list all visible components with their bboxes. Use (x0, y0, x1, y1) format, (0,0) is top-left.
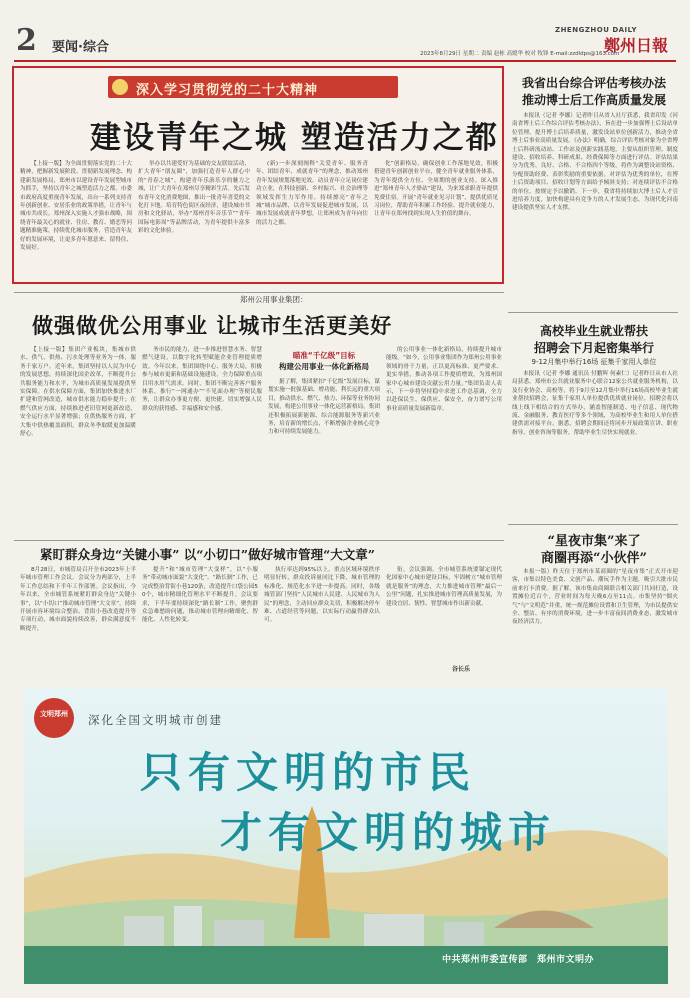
right-mid-subhead: 9-12月集中举行16场 征集千家用人单位 (531, 358, 657, 366)
byline: 谷长乐 (452, 666, 471, 673)
right-mid-headline-2[interactable]: 招聘会下月起密集举行 (533, 341, 654, 355)
divider (14, 540, 504, 541)
right-mid-headline-1[interactable]: 高校毕业生就业帮扶 (539, 324, 648, 338)
middle-subhead: 瞄准“千亿级”目标 (292, 351, 356, 360)
right-mid-body: 本报讯（记者 李娜 通讯员 付鹏辉 何素仁）记者昨日从市人社局获悉，郑州市公共就业服务中心联合12家公共就业服务机构，以及行业协会、高校等，将于9月至12月集中举行16场高校毕业生就业帮扶招聘会，征集千家用人单位提供优质就业岗位。招聘会将以线上线下相结合的方式举办，涵盖智能制造、电子信息、现代物流、金融服务、教育医疗等多个领域，为高校毕业生和用人单位搭建供需对接平台。据悉，招聘会期间还将同步开展政策宣讲、职业指导、创业咨询等服务，帮助毕业生尽快实现就业。 (512, 371, 678, 436)
masthead-english: ZHENGZHOU DAILY (555, 26, 638, 34)
right-top-headline-1[interactable]: 我省出台综合评估考核办法 (521, 76, 666, 90)
ad-building (174, 906, 202, 946)
dateline: 2023年8月29日 星期二 责编 赵栋 高嫒华 校对 牧锋 E-mail:zzdldps@163.com (420, 51, 620, 57)
masthead-logo: 鄭州日報 (604, 36, 669, 55)
feature-headline[interactable]: 建设青年之城 塑造活力之都 (90, 120, 499, 156)
right-bottom-headline-2[interactable]: 商圈再添“小伙伴” (541, 551, 647, 566)
middle-col-a: 【上接一版】集团产业板块，集城市供水、供气、供热、污水处理等业务为一体，服务千家万户。近年来，集团坚持以人民为中心的发展思想，持续深化国企改革，不断提升公共服务能力和水平，为城市高质量发展提供坚实保障。在供水保障方面，集团加快推进水厂扩建和管网改造，城市供水能力稳步提升；在燃气供应方面，持续推进老旧管网更新改造，安全运行水平显著增强；在供热服务方面，扩大集中供热覆盖面积，群众冬季取暖更加温暖舒心。 (20, 347, 136, 438)
page-number: 2 (16, 23, 37, 58)
ad-building (124, 916, 164, 946)
right-bottom-body: 本报一版）昨天位于郑州市某商圈的“星夜市集”正式开市迎客，市集以特色美食、文创产品、潮玩手作为主题，吸引大批市民前来打卡消费。据了解，该市集由商圈联合相关部门共同打造，设置摊位近百个，营业时间为每天晚6点至11点。市集坚持“烟火气”与“文明范”并重，统一规范摊位设置和卫生管理，为市民提供安全、整洁、有序的消费环境，进一步丰富夜间消费业态，激发城市夜经济活力。 (512, 569, 678, 626)
party-emblem-icon (112, 79, 128, 95)
divider (508, 524, 678, 525)
middle-subhead-2: 构建公用事业一体化新格局 (279, 362, 369, 371)
section-title: 要闻·综合 (52, 40, 109, 55)
ad-slogan-line-2: 才有文明的城市 (220, 808, 557, 857)
ad-building (444, 922, 484, 946)
feature-col-4: 化”创新格局，确保创业工作落地见效。积极搭建青年创新创业平台，健全青年就业服务体系，为青年提供全方位、全周期的创业支持。深入推进“郑州青年人才驿站”建设，为来郑求职青年提供免费住宿。开展“青年就业见习计划”，提供优质见习岗位，帮助青年积累工作经验、提升就业能力，让青年在郑州找到实现人生价值的舞台。 (374, 161, 498, 218)
middle-col-d: 的公用事业一体化新格局，持续提升城市能级。“如今，公用事业集团作为郑州公用事业领域的骨干力量，正以更高标准、更严要求、更实举措，推动各项工作提质增效，为郑州国家中心城市建设贡献公用力量。”集团负责人表示，下一步将坚持稳中求进工作总基调，全力以赴保民生、保供应、保安全，奋力谱写公用事业高质量发展新篇章。 (386, 347, 502, 412)
bottom-left-headline[interactable]: 紧盯群众身边“关键小事” 以“小切口”做好城市管理“大文章” (40, 547, 375, 562)
ad-slogan-line-1: 只有文明的市民 (140, 748, 477, 797)
right-top-body: 本报讯（记者 李娜）记者昨日从省人社厅获悉，我省印发《河南省博士后工作综合评估考核办法》，旨在进一步加强博士后设站单位管理，提升博士后培养质量，激发设站单位创新活力，推动全省博士后事业高质量发展。《办法》明确，综合评估考核对象为全省博士后科研流动站、工作站及创新实践基地，主要从组织管理、制度建设、招收培养、科研成果、经费保障等方面进行评估。评估结果分为优秀、良好、合格、不合格四个等级，将作为调整设站资格、分配资助经费、表彰奖励的重要依据。对评估为优秀的单位，在博士后资助项目、招收计划等方面给予倾斜支持；对连续评估不合格的单位，按规定予以撤销。下一步，我省将持续加大博士后人才引进培养力度，加快构建具有竞争力的人才发展生态，为现代化河南建设提供坚实人才支撑。 (512, 113, 678, 212)
feature-col-3: (新)一步深刻阐释“关爱青年、服务青年、团结青年、成就青年”的理念，推动郑州青年发展规划落地见效。动员青年立足岗位建功立业，在科技创新、乡村振兴、社会治理等领域发挥生力军作用。持续擦亮“青年之城”城市品牌，以青年发展促进城市发展，以城市发展成就青年梦想，让郑州成为青年向往的活力之都。 (256, 161, 368, 226)
right-bottom-headline-1[interactable]: “星夜市集”来了 (547, 534, 641, 549)
ad-emblem-text: 文明郑州 (40, 710, 68, 718)
feature-col-1: 【上接一版】为全面贯彻落实党的二十大精神，把握新发展阶段、贯彻新发展理念、构建新发展格局，郑州市以建设青年发展型城市为抓手，坚持以青年之城塑造活力之都。市委市政府高度重视青年发展，出台一系列支持青年创新创业、安居乐业的政策举措，让青年与城市共成长。郑州深入实施人才强市战略，围绕青年最关心的就业、住房、教育、婚恋等问题精准施策，持续优化城市服务，营造青年友好的发展环境，让更多青年愿意来、留得住、发展好。 (20, 161, 132, 252)
divider (14, 292, 504, 293)
ad-credit: 中共郑州市委宣传部 郑州市文明办 (442, 955, 595, 965)
ad-building (214, 920, 264, 946)
feature-col-2: 举办以共建爱好为基础的交友联谊活动，扩大青年“朋友圈”，加强打造青年人群心中的“青春之城”。构建青年乐游乐享的魅力之城，让广大青年在郑州尽享精彩生活。先后发布青年文化消费地图，推出一批青年喜爱的文化打卡地。培育特色街区夜经济，建设城市书房和文化驿站，举办“郑州青年音乐节”“青年国际电影周”等品牌活动，为青年提供丰富多彩的文化体验。 (138, 161, 250, 235)
bottom-col-b: 提升”和“城市管理“大变样”，以“小服务”带动城市面貌“大变化”。“路长制”工作，已完成整治背街小巷120条，改造提升口袋公园50个，城市精细化管理水平不断提升。会议要求，下半年要持续深化“路长制”工作，聚焦群众急难愁盼问题，推动城市管理向精细化、智能化、人性化转变。 (142, 567, 258, 624)
bottom-col-c: 执行率达到95%以上，重点区域环境秩序明显好转，群众投诉量同比下降，城市管理的标准化、规范化水平进一步提高。同时，各级城管部门坚持“人民城市人民建、人民城市为人民”的理念，主动回应群众关切，积极解决停车难、占道经营等问题，以实际行动赢得群众认可。 (264, 567, 380, 624)
middle-col-c: 据了解，集团紧扣“千亿级”发展目标，谋划实施一批强基础、增功能、利长远的重大项目，推动供水、燃气、热力、环保等业务协同发展，构建公用事业一体化运营新格局。集团还积极拓展新能源、综合能源服务等新兴业务，培育新的增长点，不断增强企业核心竞争力和可持续发展能力。 (268, 379, 380, 436)
middle-col-b: 务市民的能力，进一步推进智慧水务、智慧燃气建设，以数字化转型赋能企业管理提质增效。今年以来，集团围绕中心、服务大局，积极参与城市更新和基础设施建设，全力保障重点项目用水用气需求。同时，集团不断完善客户服务体系，推行“一网通办”“不见面办理”等便民服务，让群众办事更方便、更快捷，切实增强人民群众的获得感、幸福感和安全感。 (142, 347, 262, 412)
middle-kicker: 郑州公用事业集团： (240, 295, 308, 304)
bottom-col-a: 8月28日，市城管局召开全市2023年上半年城市管理工作会议。会议分为两部分，上半年工作总结和下半年工作部署。会议指出，今年以来，全市城管系统紧盯群众身边“关键小事”，以“小切口”推动城市管理“大文章”，持续开展市容环境综合整治、背街小巷改造提升等专项行动，城市面貌持续改善，群众满意度不断提升。 (20, 567, 136, 632)
right-top-headline-2[interactable]: 推动博士后工作高质量发展 (521, 93, 666, 107)
ad-building (364, 914, 424, 946)
feature-banner-text: 深入学习贯彻党的二十大精神 (136, 83, 319, 98)
middle-headline[interactable]: 做强做优公用事业 让城市生活更美好 (32, 313, 393, 338)
civilization-emblem-icon (34, 698, 74, 738)
divider (508, 312, 678, 313)
header-rule (14, 60, 676, 62)
ad-tagline: 深化全国文明城市创建 (88, 713, 223, 727)
bottom-col-d: 衔。会议强调，全市城管系统要锚定现代化国家中心城市建设目标，牢固树立“城市管理就是服务”的理念，大力推进城市管理“最后一公里”问题，扎实推进城市管理高质量发展，为建设宜居、韧性、智慧城市作出新贡献。 (386, 567, 502, 607)
